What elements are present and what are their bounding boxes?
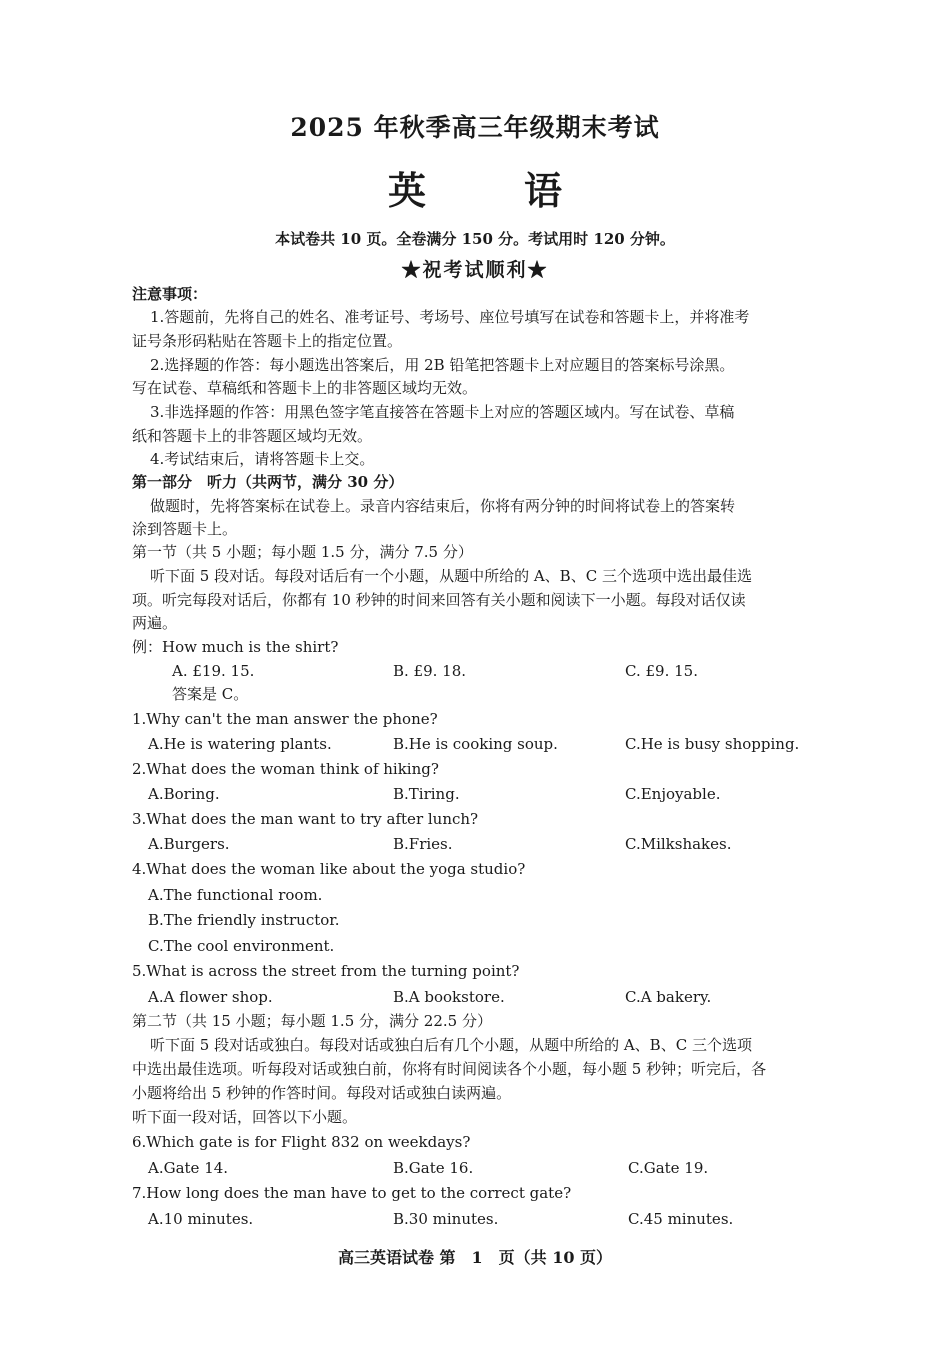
star-icon: ★ [401, 259, 423, 281]
section1-instr-line-3: 两遍。 [132, 614, 178, 632]
example-answer: 答案是 C。 [172, 685, 249, 703]
exam-title: 2025 年秋季高三年级期末考试 [290, 113, 660, 142]
question-6-option-c: C.Gate 19. [628, 1159, 709, 1177]
notice-item-2-line-2: 写在试卷、草稿纸和答题卡上的非答题区域均无效。 [132, 379, 478, 397]
question-3: 3.What does the man want to try after lunch? [132, 810, 479, 828]
dialog-intro: 听下面一段对话，回答以下小题。 [132, 1108, 358, 1126]
subject-title: 英 语 [387, 168, 592, 213]
question-4-option-c: C.The cool environment. [148, 937, 335, 955]
question-7-option-c: C.45 minutes. [628, 1210, 734, 1228]
section1-instr-line-1: 听下面 5 段对话。每段对话后有一个小题，从题中所给的 A、B、C 三个选项中选出最佳选 [150, 567, 752, 585]
question-2-option-a: A.Boring. [148, 785, 220, 803]
notice-item-1-line-2: 证号条形码粘贴在答题卡上的指定位置。 [132, 332, 403, 350]
question-5: 5.What is across the street from the turning point? [132, 962, 520, 980]
section2-instr-line-2: 中选出最佳选项。听每段对话或独白前，你将有时间阅读各个小题，每小题 5 秒钟；听完后，各 [132, 1060, 767, 1078]
notice-item-3-line-2: 纸和答题卡上的非答题区域均无效。 [132, 427, 373, 445]
part1-intro-line-1: 做题时，先将答案标在试卷上。录音内容结束后，你将有两分钟的时间将试卷上的答案转 [150, 497, 736, 515]
paper-info: 本试卷共 10 页。全卷满分 150 分。考试用时 120 分钟。 [275, 230, 675, 248]
question-1-option-a: A.He is watering plants. [148, 735, 332, 753]
question-6-option-b: B.Gate 16. [393, 1159, 474, 1177]
question-7-option-a: A.10 minutes. [148, 1210, 254, 1228]
notice-title: 注意事项： [132, 285, 208, 303]
question-7-option-b: B.30 minutes. [393, 1210, 499, 1228]
notice-item-4: 4.考试结束后，请将答题卡上交。 [150, 450, 375, 468]
question-4: 4.What does the woman like about the yoga studio? [132, 860, 526, 878]
question-6-option-a: A.Gate 14. [148, 1159, 229, 1177]
good-luck-banner [0, 255, 950, 282]
notice-item-2-line-1: 2.选择题的作答：每小题选出答案后，用 2B 铅笔把答题卡上对应题目的答案标号涂黑。 [150, 356, 735, 374]
notice-item-1-line-1: 1.答题前，先将自己的姓名、准考证号、考场号、座位号填写在试卷和答题卡上，并将准考 [150, 308, 750, 326]
example-option-b: B. £9. 18. [393, 662, 467, 680]
section1-instr-line-2: 项。听完每段对话后，你都有 10 秒钟的时间来回答有关小题和阅读下一小题。每段对话仅读 [132, 591, 746, 609]
example-option-a: A. £19. 15. [172, 662, 255, 680]
question-2-option-c: C.Enjoyable. [625, 785, 721, 803]
question-5-option-b: B.A bookstore. [393, 988, 505, 1006]
question-1-option-c: C.He is busy shopping. [625, 735, 800, 753]
question-5-option-a: A.A flower shop. [148, 988, 273, 1006]
question-5-option-c: C.A bakery. [625, 988, 712, 1006]
notice-item-3-line-1: 3.非选择题的作答：用黑色签字笔直接答在答题卡上对应的答题区域内。写在试卷、草稿 [150, 403, 735, 421]
example-option-c: C. £9. 15. [625, 662, 698, 680]
question-7: 7.How long does the man have to get to the correct gate? [132, 1184, 572, 1202]
good-luck-text: 祝考试顺利 [422, 259, 528, 281]
question-2: 2.What does the woman think of hiking? [132, 760, 439, 778]
question-6: 6.Which gate is for Flight 832 on weekdays? [132, 1133, 471, 1151]
section2-instr-line-1: 听下面 5 段对话或独白。每段对话或独白后有几个小题，从题中所给的 A、B、C 三个选项 [150, 1036, 752, 1054]
question-3-option-b: B.Fries. [393, 835, 453, 853]
section1-title: 第一节（共 5 小题；每小题 1.5 分，满分 7.5 分） [132, 543, 473, 561]
question-1-option-b: B.He is cooking soup. [393, 735, 558, 753]
question-3-option-c: C.Milkshakes. [625, 835, 732, 853]
question-2-option-b: B.Tiring. [393, 785, 460, 803]
star-icon: ★ [527, 259, 549, 281]
section2-instr-line-3: 小题将给出 5 秒钟的作答时间。每段对话或独白读两遍。 [132, 1084, 512, 1102]
section2-title: 第二节（共 15 小题；每小题 1.5 分，满分 22.5 分） [132, 1012, 492, 1030]
question-3-option-a: A.Burgers. [148, 835, 230, 853]
question-4-option-a: A.The functional room. [148, 886, 323, 904]
question-4-option-b: B.The friendly instructor. [148, 911, 340, 929]
part1-title: 第一部分 听力（共两节，满分 30 分） [132, 473, 404, 491]
part1-intro-line-2: 涂到答题卡上。 [132, 520, 238, 538]
example-question: 例：How much is the shirt? [132, 638, 339, 656]
question-1: 1.Why can't the man answer the phone? [132, 710, 438, 728]
page-footer: 高三英语试卷 第 1 页（共 10 页） [337, 1248, 613, 1267]
